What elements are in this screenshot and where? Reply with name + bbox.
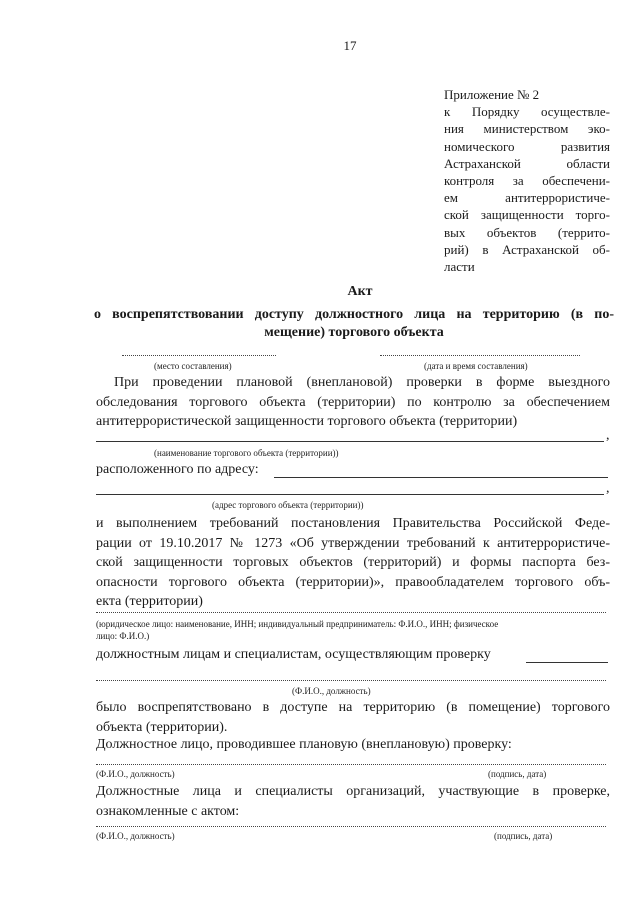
participants-paragraph: [96, 782, 610, 821]
intro-paragraph: [96, 373, 610, 432]
appendix-line: ской защищенности торго-: [444, 207, 610, 223]
place-label: (место составления): [154, 361, 232, 371]
object-name-label: (наименование торгового объекта (территории)): [154, 448, 339, 458]
fio-position-label: (Ф.И.О., должность): [292, 686, 371, 696]
datetime-label: (дата и время составления): [424, 361, 528, 371]
act-subtitle-line: мещение) торгового объекта: [264, 325, 444, 340]
appendix-line: рий) в Астраханской об-: [444, 241, 610, 257]
act-title: Акт: [347, 284, 373, 299]
legal-entity-label: [96, 618, 610, 642]
paragraph-line: ознакомленные с актом:: [96, 803, 240, 819]
datetime-field[interactable]: [380, 355, 580, 356]
paragraph-line: обследования торгового объекта (территории) по контролю за обеспечением: [96, 394, 610, 410]
signature-date-label: (подпись, дата): [494, 831, 553, 841]
officials-label: должностным лицам и специалистам, осуществляющим проверку: [96, 647, 491, 662]
legal-entity-field[interactable]: [96, 612, 606, 613]
appendix-line: номического развития: [444, 138, 610, 154]
act-subtitle: [94, 306, 614, 342]
address-field[interactable]: [274, 477, 608, 478]
officials-field-2[interactable]: [96, 680, 606, 681]
page-number: 17: [343, 38, 357, 53]
prevented-paragraph: [96, 698, 610, 737]
paragraph-line: рации от 19.10.2017 № 1273 «Об утверждении требований к антитеррористиче-: [96, 535, 610, 551]
paragraph-line: было воспрепятствовано в доступе на территорию (в помещение) торгового: [96, 700, 610, 715]
signature-date-label: (подпись, дата): [488, 769, 547, 779]
comma: ,: [606, 428, 610, 443]
object-name-field[interactable]: [96, 441, 604, 442]
appendix-line: ем антитеррористиче-: [444, 190, 610, 206]
official-conducted-label: Должностное лицо, проводившее плановую (внеплановую) проверку:: [96, 737, 512, 752]
fio-position-label: (Ф.И.О., должность): [96, 769, 175, 779]
appendix-line: ния министерством эко-: [444, 121, 610, 137]
participants-field[interactable]: [96, 826, 606, 827]
paragraph-line: опасности торгового объекта (территории)», правообладателем торгового объ-: [96, 574, 610, 590]
place-field[interactable]: [122, 355, 276, 356]
appendix-block: [444, 86, 610, 275]
address-field-2[interactable]: [96, 494, 604, 495]
paragraph-line: ской защищенности торговых объектов (территорий) и формы паспорта без-: [96, 555, 610, 570]
paragraph-line: Должностные лица и специалисты организаций, участвующие в проверке,: [96, 784, 610, 799]
address-label: (адрес торгового объекта (территории)): [212, 500, 364, 510]
officials-field[interactable]: [526, 662, 608, 663]
legal-entity-label-line: лицо: Ф.И.О.): [96, 631, 150, 641]
appendix-line: вых объектов (террито-: [444, 224, 610, 240]
paragraph-line: При проведении плановой (внеплановой) проверки в форме выездного: [114, 375, 610, 390]
fio-position-label: (Ф.И.О., должность): [96, 831, 175, 841]
paragraph-line: антитеррористической защищенности торгового объекта (территории): [96, 414, 518, 429]
appendix-title: Приложение № 2: [444, 87, 540, 102]
legal-entity-label-line: (юридическое лицо: наименование, ИНН; индивидуальный предприниматель: Ф.И.О., ИНН; физическое: [96, 619, 499, 629]
appendix-line: контроля за обеспечени-: [444, 172, 610, 188]
official-conducted-field[interactable]: [96, 764, 606, 765]
paragraph-line: и выполнением требований постановления Правительства Российской Феде-: [96, 516, 610, 531]
located-label: расположенного по адресу:: [96, 462, 259, 477]
paragraph-line: объекта (территории).: [96, 719, 228, 735]
requirements-paragraph: [96, 514, 610, 612]
act-subtitle-line: о воспрепятствовании доступу должностного лица на территорию (в по-: [94, 307, 614, 322]
paragraph-line: екта (территории): [96, 594, 203, 609]
appendix-line: к Порядку осуществле-: [444, 104, 610, 120]
appendix-line: Астраханской области: [444, 155, 610, 171]
appendix-line: ласти: [444, 258, 475, 274]
comma: ,: [606, 481, 610, 496]
